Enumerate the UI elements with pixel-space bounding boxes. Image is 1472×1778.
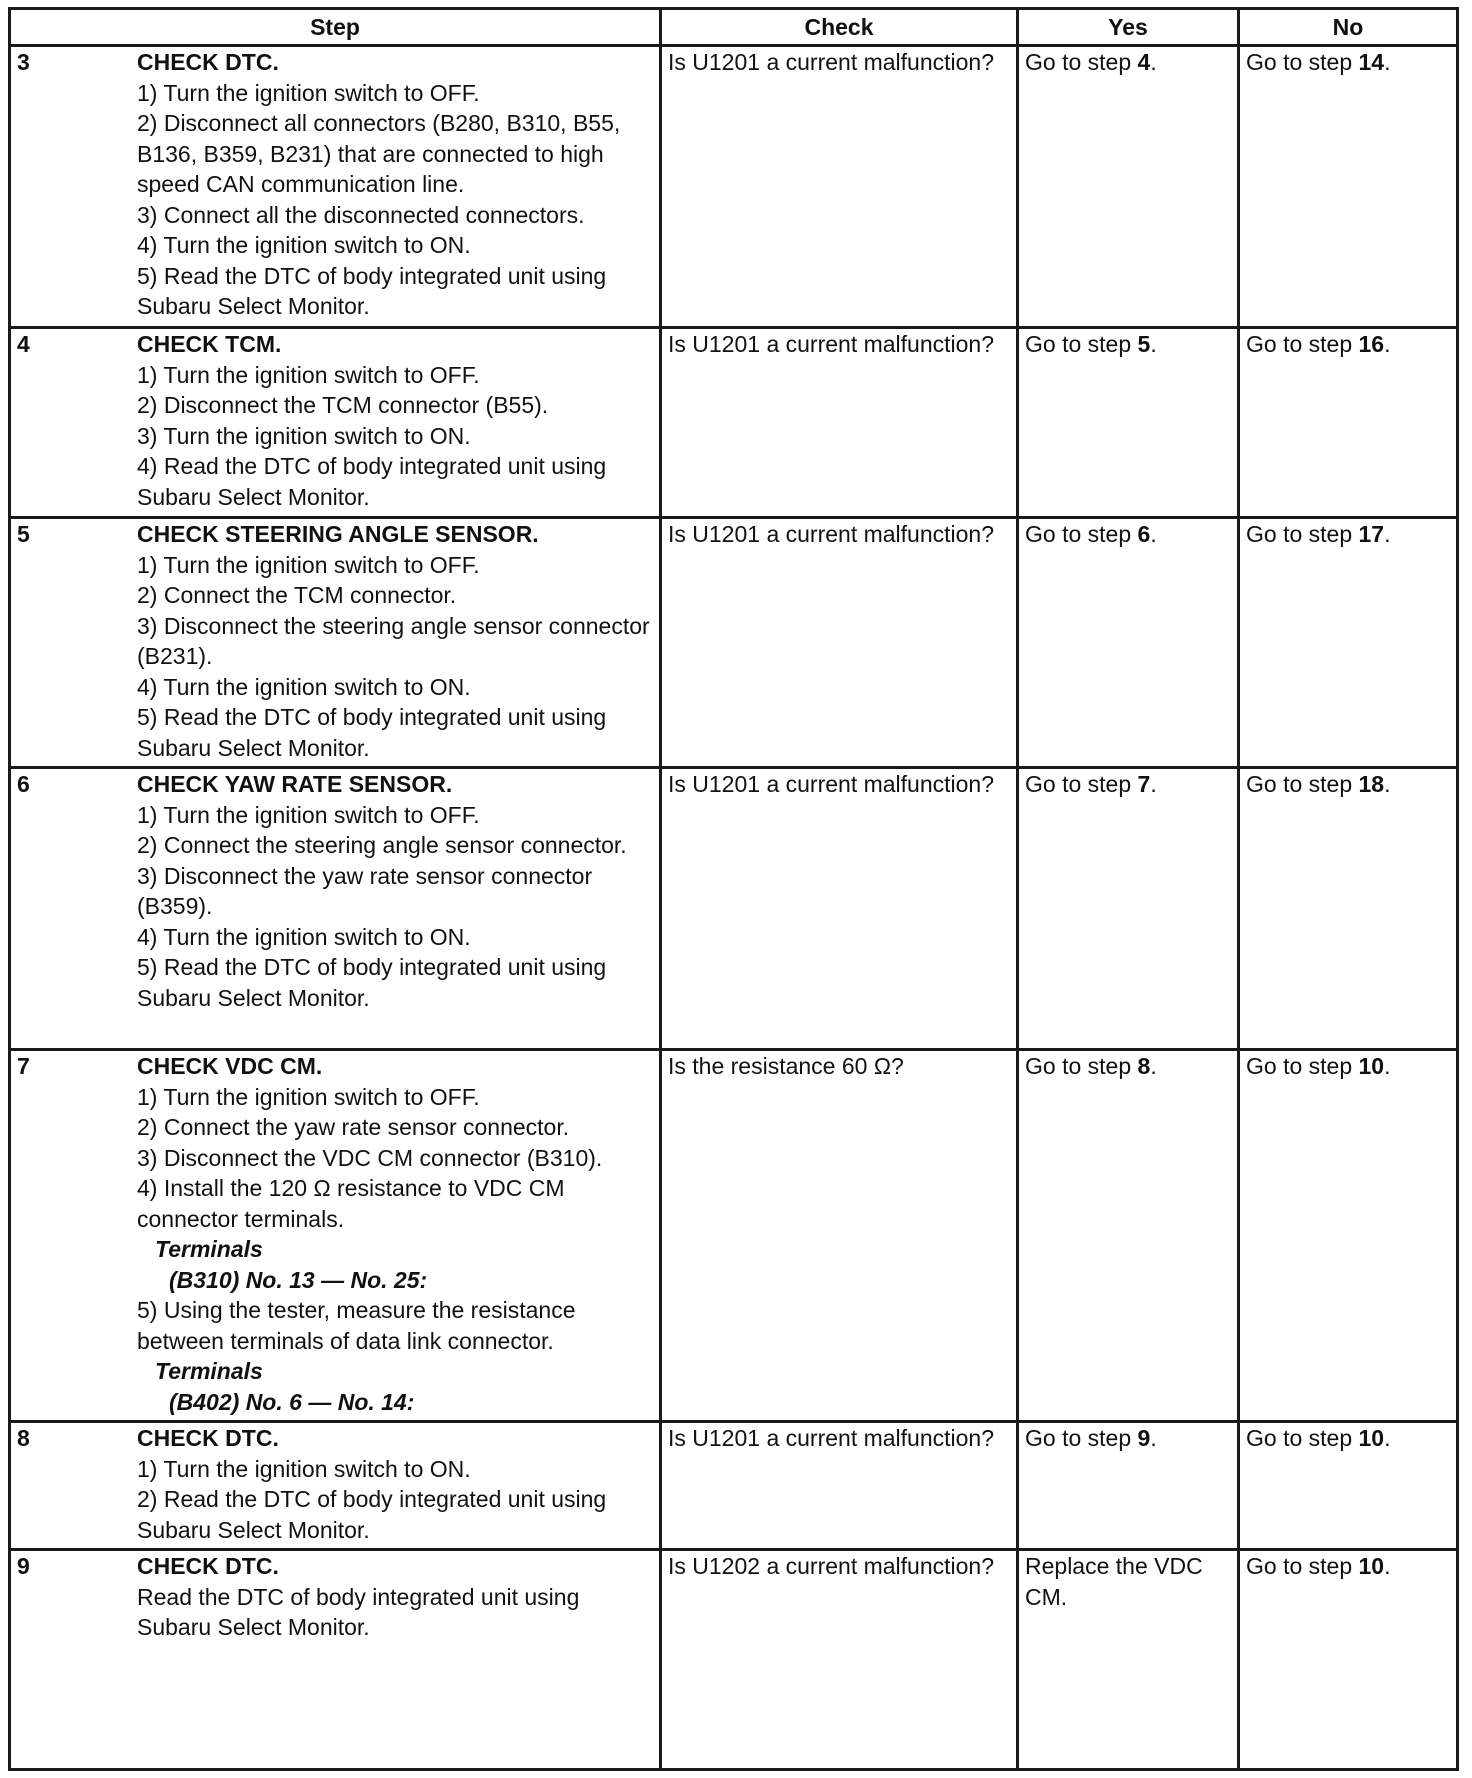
table-row — [10, 518, 1458, 768]
no-cell — [1239, 1422, 1458, 1550]
step-instruction: 5) Using the tester, measure the resistance between terminals of data link connector. — [137, 1297, 576, 1354]
step-instruction: 1) Turn the ignition switch to ON. — [137, 1455, 471, 1482]
check-cell: Is U1201 a current malfunction? — [661, 46, 1018, 328]
step-instruction: 2) Connect the TCM connector. — [137, 582, 457, 608]
no-step: 14 — [1358, 49, 1385, 75]
step-instruction: 4) Turn the ignition switch to ON. — [137, 923, 471, 950]
step-number: 3 — [17, 49, 30, 75]
yes-prefix: Go to step — [1025, 1053, 1138, 1079]
header-yes: Yes — [1018, 9, 1239, 46]
step-instruction: 1) Turn the ignition switch to OFF. — [137, 361, 480, 388]
table-header-row — [10, 9, 1458, 46]
step-instruction: 1) Turn the ignition switch to OFF. — [137, 801, 480, 828]
yes-step: 5 — [1137, 331, 1151, 357]
check-cell: Is U1201 a current malfunction? — [661, 1422, 1018, 1550]
yes-cell — [1018, 518, 1239, 768]
step-instruction: 2) Connect the yaw rate sensor connector. — [137, 1114, 570, 1140]
step-instruction: 1) Turn the ignition switch to OFF. — [137, 79, 480, 106]
yes-suffix: . — [1150, 1425, 1157, 1451]
step-instruction: 5) Read the DTC of body integrated unit using Subaru Select Monitor. — [137, 262, 607, 319]
yes-suffix: . — [1150, 521, 1157, 547]
step-number: 7 — [17, 1053, 30, 1079]
step-number: 4 — [17, 331, 30, 357]
no-step: 10 — [1358, 1053, 1385, 1079]
no-prefix: Go to step — [1246, 49, 1359, 75]
step-number: 6 — [17, 771, 30, 797]
no-cell — [1239, 46, 1458, 328]
check-cell: Is U1202 a current malfunction? — [661, 1550, 1018, 1770]
no-prefix: Go to step — [1246, 331, 1359, 357]
table-row — [10, 1550, 1458, 1770]
step-instruction: 4) Turn the ignition switch to ON. — [137, 673, 471, 700]
terminals-heading: Terminals — [155, 1358, 263, 1384]
step-title: CHECK YAW RATE SENSOR. — [137, 771, 453, 797]
yes-suffix: . — [1150, 331, 1157, 357]
no-suffix: . — [1384, 331, 1391, 357]
no-suffix: . — [1384, 1425, 1391, 1451]
no-cell — [1239, 1550, 1458, 1770]
no-cell — [1239, 1050, 1458, 1422]
yes-cell — [1018, 1422, 1239, 1550]
step-instruction: 4) Turn the ignition switch to ON. — [137, 232, 471, 258]
no-prefix: Go to step — [1246, 1053, 1359, 1079]
yes-step: 8 — [1137, 1053, 1151, 1079]
table-row — [10, 46, 1458, 328]
table-row — [10, 1422, 1458, 1550]
yes-suffix: . — [1150, 1053, 1157, 1079]
step-title: CHECK TCM. — [137, 331, 282, 357]
yes-prefix: Go to step — [1025, 771, 1138, 797]
step-title: CHECK STEERING ANGLE SENSOR. — [137, 521, 539, 547]
yes-prefix: Go to step — [1025, 49, 1138, 75]
check-cell: Is U1201 a current malfunction? — [661, 768, 1018, 1050]
no-suffix: . — [1384, 1053, 1391, 1079]
terminals-heading: Terminals — [155, 1236, 263, 1262]
step-title: CHECK DTC. — [137, 1425, 279, 1451]
table-row — [10, 328, 1458, 518]
step-instruction: 2) Connect the steering angle sensor connector. — [137, 832, 627, 858]
check-cell: Is U1201 a current malfunction? — [661, 518, 1018, 768]
yes-suffix: . — [1150, 49, 1157, 75]
step-number: 8 — [17, 1425, 30, 1451]
table-row — [10, 1050, 1458, 1422]
yes-cell — [1018, 328, 1239, 518]
step-instruction: 5) Read the DTC of body integrated unit using Subaru Select Monitor. — [137, 704, 607, 761]
step-instruction: 3) Turn the ignition switch to ON. — [137, 422, 471, 449]
step-instruction: 3) Connect all the disconnected connectors. — [137, 201, 585, 228]
yes-suffix: . — [1150, 771, 1157, 797]
yes-cell — [1018, 768, 1239, 1050]
yes-prefix: Go to step — [1025, 521, 1138, 547]
step-title: CHECK DTC. — [137, 1553, 279, 1579]
yes-cell — [1018, 1050, 1239, 1422]
terminals-value: (B402) No. 6 — No. 14: — [169, 1388, 415, 1415]
no-step: 18 — [1358, 771, 1385, 797]
yes-cell: Replace the VDC CM. — [1018, 1550, 1239, 1770]
no-step: 10 — [1358, 1553, 1385, 1579]
no-prefix: Go to step — [1246, 1553, 1359, 1579]
step-instruction: 3) Disconnect the yaw rate sensor connector (B359). — [137, 862, 593, 919]
check-cell: Is the resistance 60 Ω? — [661, 1050, 1018, 1422]
no-step: 16 — [1358, 331, 1385, 357]
step-instruction: 1) Turn the ignition switch to OFF. — [137, 551, 480, 578]
step-title: CHECK VDC CM. — [137, 1053, 323, 1079]
step-cell — [10, 46, 661, 328]
yes-prefix: Go to step — [1025, 331, 1138, 357]
no-suffix: . — [1384, 771, 1391, 797]
no-step: 17 — [1358, 521, 1385, 547]
step-cell — [10, 768, 661, 1050]
yes-prefix: Go to step — [1025, 1425, 1138, 1451]
step-number: 9 — [17, 1553, 30, 1579]
yes-step: 4 — [1137, 49, 1151, 75]
step-instruction: 2) Disconnect all connectors (B280, B310, B55, B136, B359, B231) that are connected to high speed CAN communication line. — [137, 110, 621, 197]
step-instruction: 3) Disconnect the VDC CM connector (B310). — [137, 1144, 603, 1171]
header-check: Check — [661, 9, 1018, 46]
yes-cell — [1018, 46, 1239, 328]
step-title: CHECK DTC. — [137, 49, 279, 75]
step-cell — [10, 1050, 661, 1422]
no-prefix: Go to step — [1246, 521, 1359, 547]
step-instruction: Read the DTC of body integrated unit using Subaru Select Monitor. — [137, 1583, 580, 1640]
step-instruction: 5) Read the DTC of body integrated unit using Subaru Select Monitor. — [137, 954, 607, 1011]
no-suffix: . — [1384, 521, 1391, 547]
header-step: Step — [10, 9, 661, 46]
no-suffix: . — [1384, 49, 1391, 75]
step-instruction: 1) Turn the ignition switch to OFF. — [137, 1083, 480, 1110]
yes-step: 6 — [1137, 521, 1151, 547]
no-prefix: Go to step — [1246, 1425, 1359, 1451]
no-cell — [1239, 328, 1458, 518]
no-cell — [1239, 518, 1458, 768]
step-instruction: 4) Read the DTC of body integrated unit using Subaru Select Monitor. — [137, 453, 607, 510]
yes-step: 9 — [1137, 1425, 1151, 1451]
step-instruction: 2) Disconnect the TCM connector (B55). — [137, 392, 549, 418]
yes-step: 7 — [1137, 771, 1151, 797]
step-cell — [10, 518, 661, 768]
check-cell: Is U1201 a current malfunction? — [661, 328, 1018, 518]
no-cell — [1239, 768, 1458, 1050]
step-instruction: 4) Install the 120 Ω resistance to VDC CM connector terminals. — [137, 1175, 565, 1232]
no-suffix: . — [1384, 1553, 1391, 1579]
header-no: No — [1239, 9, 1458, 46]
table-row — [10, 768, 1458, 1050]
diagnostic-table — [8, 7, 1459, 1771]
step-cell — [10, 328, 661, 518]
step-cell — [10, 1550, 661, 1770]
step-number: 5 — [17, 521, 30, 547]
no-prefix: Go to step — [1246, 771, 1359, 797]
terminals-value: (B310) No. 13 — No. 25: — [169, 1266, 428, 1293]
no-step: 10 — [1358, 1425, 1385, 1451]
step-cell — [10, 1422, 661, 1550]
step-instruction: 2) Read the DTC of body integrated unit using Subaru Select Monitor. — [137, 1486, 607, 1543]
step-instruction: 3) Disconnect the steering angle sensor connector (B231). — [137, 612, 650, 669]
